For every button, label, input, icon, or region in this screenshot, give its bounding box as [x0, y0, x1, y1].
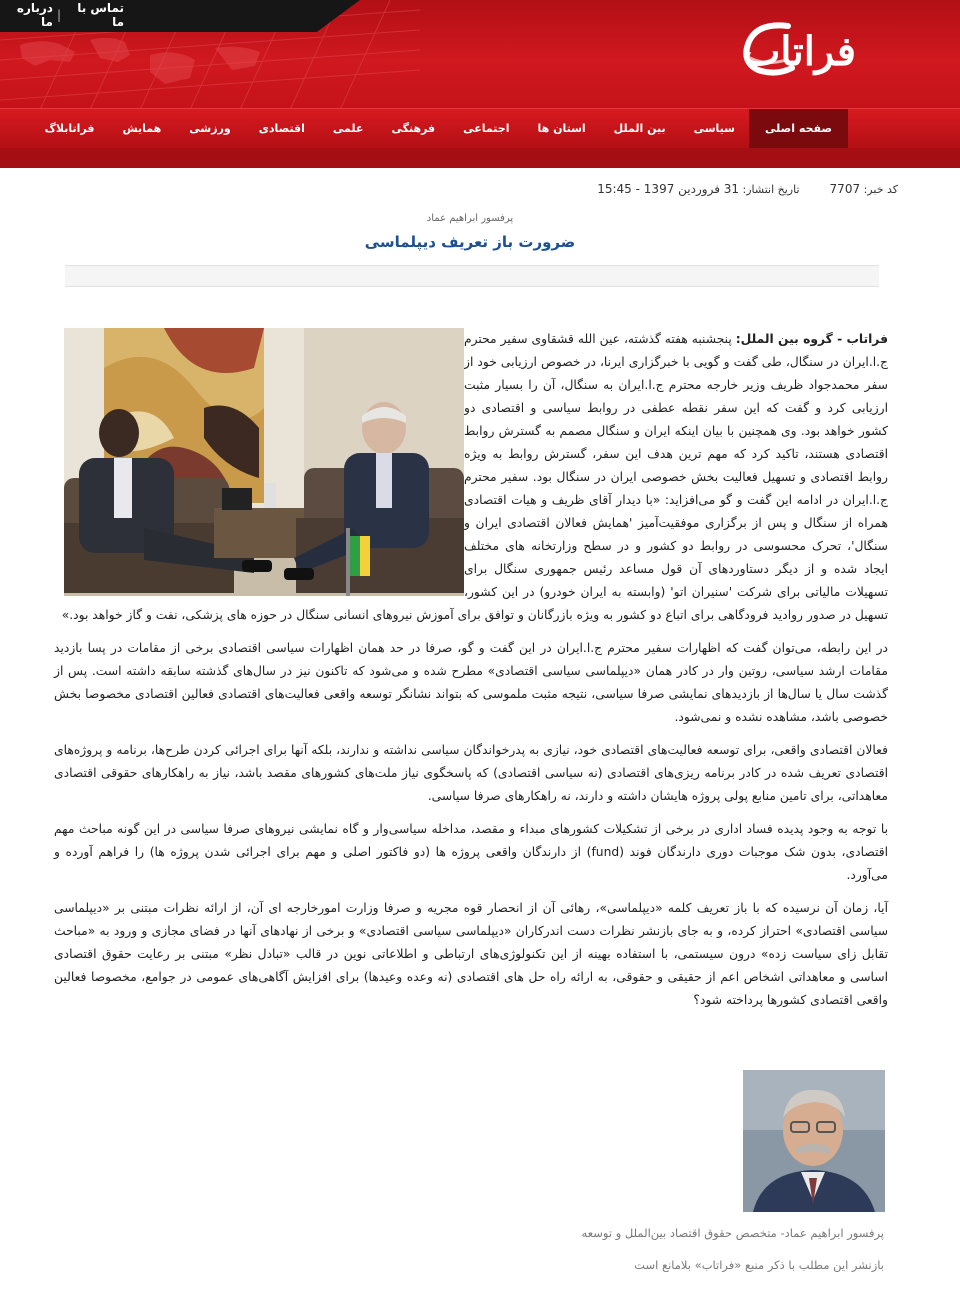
nav-item-home[interactable]: صفحه اصلی	[749, 109, 848, 149]
news-code-label: کد خبر:	[863, 183, 898, 196]
source-note: بازنشر این مطلب با ذکر منبع «فراتاب» بلامانع است	[634, 1258, 884, 1272]
nav-item-conference[interactable]: همایش	[122, 122, 162, 135]
site-header	[0, 0, 960, 168]
article-paragraph-3: فعالان اقتصادی واقعی، برای توسعه فعالیت‌های اقتصادی خود، نیازی به پدرخواندگان سیاسی نداشته و ندارند، بلکه آنها برای اجرائی کردن طرح‌ها، برنامه و پروژه‌های اقتصادی تعریف شده در کادر برنامه ریزی‌های اقتصادی (نه سیاسی اقتصادی) که پاسخگوی نیاز ملت‌های کشورهای مقصد باشد، نیاز به راهکارهای حقوقی اقتصادی معاهداتی، برای تامین منابع پولی پروژه هایشان داشته و دارند، نه راهکارهای صرفا سیاسی.	[54, 743, 888, 803]
article-meta	[597, 182, 898, 196]
about-us-link[interactable]: درباره ما	[16, 1, 53, 29]
news-code-value: 7707	[829, 182, 861, 196]
site-logo[interactable]	[736, 18, 856, 88]
article-title: ضرورت باز تعریف دیپلماسی	[364, 233, 576, 251]
nav-item-sports[interactable]: ورزشی	[189, 122, 231, 135]
article-lead: فراتاب - گروه بین الملل:	[735, 332, 889, 346]
navbar-bottom-strip	[0, 148, 960, 168]
author-caption: پرفسور ابراهیم عماد- متخصص حقوق اقتصاد بین‌الملل و توسعه	[581, 1226, 884, 1240]
publish-date	[597, 182, 799, 196]
nav-item-social[interactable]: اجتماعی	[463, 122, 510, 135]
nav-item-culture[interactable]: فرهنگی	[391, 122, 436, 135]
news-code	[830, 182, 898, 196]
top-links-separator: |	[56, 8, 61, 22]
nav-item-economy[interactable]: اقتصادی	[258, 122, 305, 135]
article-photo	[64, 328, 464, 596]
publish-date-label: تاریخ انتشار:	[742, 183, 800, 196]
article-body	[54, 328, 888, 1022]
nav-item-politics[interactable]: سیاسی	[693, 122, 735, 135]
main-navbar	[0, 108, 960, 148]
title-divider-bar	[65, 265, 879, 287]
meeting-photo-image	[64, 328, 464, 596]
nav-item-faratablog[interactable]: فراتابلاگ	[44, 122, 95, 135]
article-paragraph-2: در این رابطه، می‌توان گفت که اظهارات سفیر محترم ج.ا.ایران در این گفت و گو، صرفا در حد همان اظهارات سیاسی اقتصادی برخی از مقامات در پسا بازدید مقامات ارشد سیاسی، روتین وار در کادر همان «دیپلماسی سیاسی اقتصادی» مطرح شده و می‌شود که تاکنون نیز در سال‌های گذشته سابقه داشته است. پس از گذشت سال یا سال‌ها از بازدیدهای نمایشی صرفا سیاسی، نتیجه مثبت ملموسی که بتواند نشانگر توسعه واقعی فعالیت‌های اقتصادی فعالین اقتصادی مخصوصا بخش خصوصی باشد، مشاهده نشده و نمی‌شود.	[54, 641, 888, 724]
top-links	[0, 0, 128, 30]
nav-item-provinces[interactable]: استان ها	[537, 122, 586, 135]
article-paragraph-4: با توجه به وجود پدیده فساد اداری در برخی از تشکیلات کشورهای مبداء و مقصد، مداخله سیاسی‌وار و گاه نمایشی نیروهای صرفا سیاسی در این گونه مباحث مهم اقتصادی، بدون شک موجبات دوری دارندگان فوند (fund) از دارندگان واقعی پروژه ها (دو فاکتور اصلی و مهم برای اجرائی شدن پروژه ها) را فراهم آورده و می‌آورد.	[54, 822, 888, 882]
article-paragraph-1-text: پنجشنبه هفته گذشته، عین الله قشقاوی سفیر محترم ج.ا.ایران در سنگال، طی گفت و گویی با خبرگزاری ایرنا، در خصوص ارزیابی خود از سفر محمدجواد ظریف وزیر خارجه محترم ج.ا.ایران به سنگال، آن را بسیار مثبت ارزیابی کرد و گفت که این سفر نقطه عطفی در روابط سیاسی و اقتصادی دو کشور خواهد بود. وی همچنین با بیان اینکه ایران و سنگال مصمم به گسترش روابط اقتصادی هستند، تاکید کرد که مهم ترین هدف این سفر، گسترش روابط به ویژه روابط اقتصادی و تسهیل فعالیت بخش خصوصی ایران در سنگال بود. سفیر محترم ج.ا.ایران در ادامه این گفت و گو می‌افزاید: «با دیدار آقای ظریف و هیات اقتصادی همراه از سنگال و پس از برگزاری موفقیت‌آمیز 'همایش فعالان اقتصادی ایران و سنگال'، تحرک محسوسی در روابط دو کشور و در سطح وزارتخانه های مختلف ایجاد شده و از دیگر دستاوردهای آن قول مساعد رئیس جمهوری سنگال برای تسهیلات مالیاتی برای شرکت 'سنیران اتو' (وابسته به ایران خودرو) در این کشور، تسهیل در صدور روادید فرودگاهی برای اتباع دو کشور به ویژه بازرگانان و توافق برای آموزش نیروهای انسانی سنگال در حوزه های پزشکی، نفت و گاز خواهد بود.»	[61, 332, 888, 622]
contact-us-link[interactable]: تماس با ما	[77, 1, 124, 29]
nav-item-science[interactable]: علمی	[332, 122, 364, 135]
nav-item-international[interactable]: بین الملل	[613, 122, 666, 135]
publish-date-value: 31 فروردین 1397 - 15:45	[597, 182, 740, 196]
author-photo	[743, 1070, 885, 1212]
author-portrait-image	[743, 1070, 885, 1212]
nav-menu	[31, 109, 848, 149]
article-paragraph-5: آیا، زمان آن نرسیده که با باز تعریف کلمه «دیپلماسی»، رهائی آن از انحصار قوه مجریه و صرفا وزارت امورخارجه ای آن، از ارائه نظرات مبتنی بر «دیپلماسی سیاسی اقتصادی» احتراز کرده، و به جای بازنشر نظرات دست اندرکاران «دیپلماسی سیاسی اقتصادی» و برخی از نهادهای آنها در فضای مجازی و ورود به «مباحث تقابل زای سیاست زده» درون سیستمی، با استفاده بهینه از این تکنولوژی‌های ارتباطی و اطلاعاتی نوین در قالب «تبادل نظر» مبتنی بر رعایت حقوق اقتصادی اساسی و معاهداتی اشخاص اعم از حقیقی و حقوقی، به ارائه راه حل های اقتصادی (نه وعده وعیدها) برای افزایش آگاهی‌های عمومی در جوامع، مخصوصا فعالین واقعی اقتصادی کشورها پرداخته شود؟	[54, 901, 888, 1007]
article-author: پرفسور ابراهیم عماد	[426, 213, 514, 224]
logo-text: فراتاب	[742, 28, 856, 75]
